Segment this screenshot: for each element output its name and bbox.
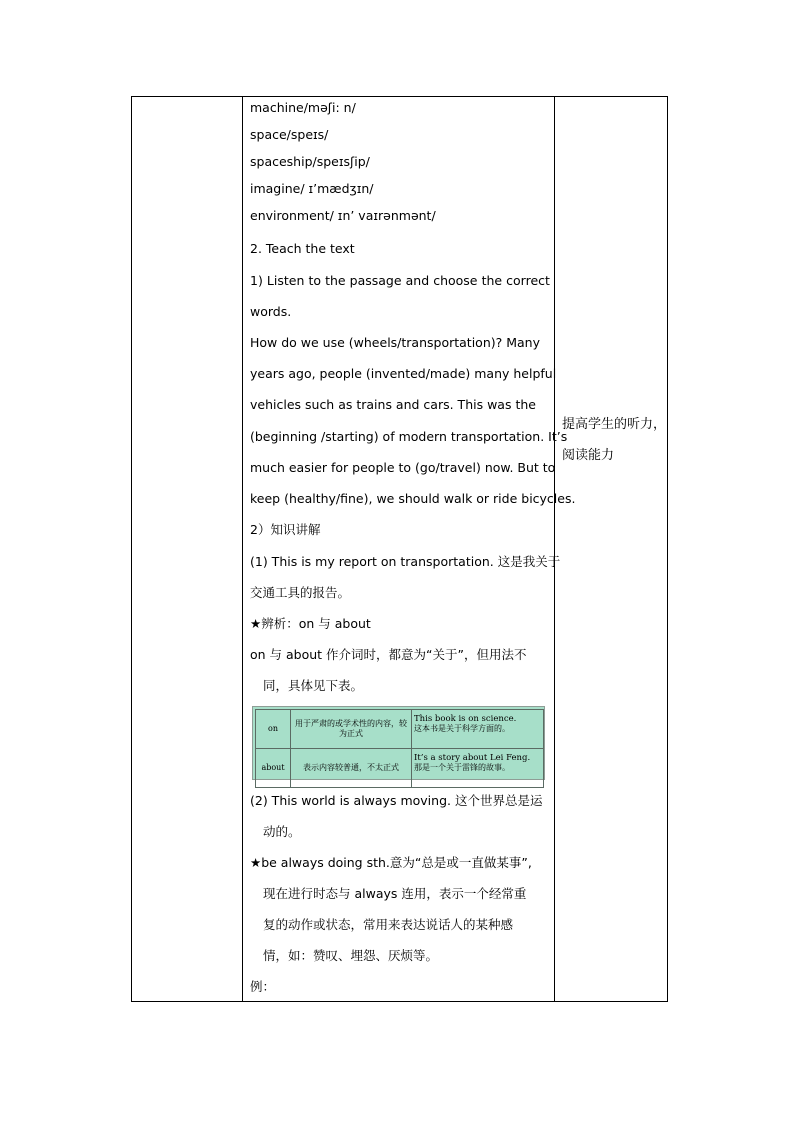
passage-line: vehicles such as trains and cars. This was the: [250, 397, 536, 412]
point-two: (2) This world is always moving. 这个世界总是运: [250, 793, 543, 808]
vocab-item: environment/ ɪn’ vaɪrənmənt/: [250, 208, 436, 223]
example-label: 例：: [250, 979, 276, 994]
table-cell-example: It’s a story about Lei Feng. 那是一个关于雷锋的故事。: [412, 749, 544, 788]
vocab-item: machine/məʃi: n/: [250, 100, 356, 115]
analysis-text-cont: 同，具体见下表。: [263, 678, 364, 693]
passage-line: (beginning /starting) of modern transportation. It’s: [250, 429, 568, 444]
passage-line: keep (healthy/fine), we should walk or ride bicycles.: [250, 491, 576, 506]
analysis-text: on 与 about 作介词时，都意为“关于”，但用法不: [250, 647, 527, 662]
step-heading: 2. Teach the text: [250, 241, 355, 256]
table-cell-word: on: [256, 710, 291, 749]
table-row: [256, 710, 544, 749]
table-cell-usage: 用于严肃的或学术性的内容，较为正式: [291, 710, 412, 749]
listen-instruction: 1) Listen to the passage and choose the correct: [250, 273, 550, 288]
usage-note: 情，如：赞叹、埋怨、厌烦等。: [263, 948, 439, 963]
passage-line: much easier for people to (go/travel) now. But to: [250, 460, 556, 475]
usage-note: ★be always doing sth.意为“总是或一直做某事”,: [250, 855, 532, 870]
table-cell-word: about: [256, 749, 291, 788]
column-divider-left: [242, 97, 243, 1001]
listen-instruction-cont: words.: [250, 304, 292, 319]
usage-note: 复的动作或状态，常用来表达说话人的某种感: [263, 917, 514, 932]
passage-line: How do we use (wheels/transportation)? Many: [250, 335, 540, 350]
knowledge-heading: 2）知识讲解: [250, 522, 321, 537]
table-cell-example: This book is on science. 这本书是关于科学方面的。: [412, 710, 544, 749]
column-divider-right: [554, 97, 555, 1001]
vocab-item: spaceship/speɪsʃip/: [250, 154, 370, 169]
teaching-purpose-cont: 阅读能力: [562, 448, 615, 463]
passage-line: years ago, people (invented/made) many helpful: [250, 366, 557, 381]
lesson-table: [131, 96, 668, 1002]
table-cell-usage: 表示内容较普通，不太正式: [291, 749, 412, 788]
table-row: [256, 749, 544, 788]
vocab-item: space/speɪs/: [250, 127, 329, 142]
point-two-cont: 动的。: [263, 824, 301, 839]
comparison-table: [252, 706, 545, 780]
teaching-purpose: 提高学生的听力，: [562, 417, 667, 432]
analysis-heading: ★辨析：on 与 about: [250, 616, 371, 631]
vocab-item: imagine/ ɪ’mædʒɪn/: [250, 181, 374, 196]
point-one: (1) This is my report on transportation. 这是我关于: [250, 554, 561, 569]
point-one-cont: 交通工具的报告。: [250, 585, 351, 600]
usage-note: 现在进行时态与 always 连用，表示一个经常重: [263, 886, 527, 901]
